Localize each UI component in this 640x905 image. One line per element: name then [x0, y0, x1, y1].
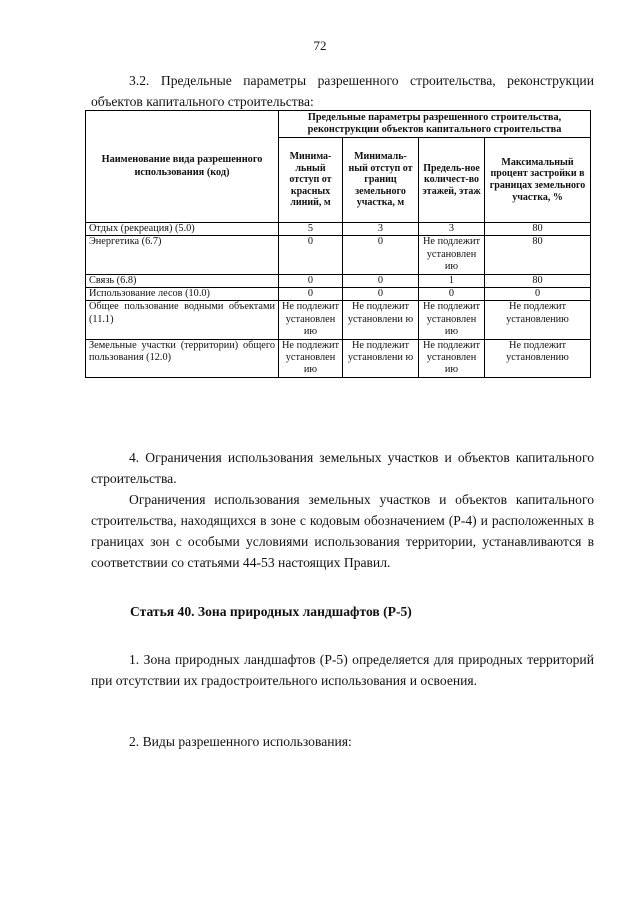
cell-value: Не подлежит установлен ию — [419, 236, 485, 274]
row-name: Земельные участки (территории) общего пользования (12.0) — [86, 339, 279, 377]
cell-value: 0 — [419, 288, 485, 301]
parameters-table — [85, 110, 591, 378]
col-header-boundary: Минималь-ный отступ от границ земельного участка, м — [343, 138, 419, 223]
cell-value: 0 — [279, 236, 343, 274]
table-row — [86, 236, 591, 274]
cell-value: 1 — [419, 274, 485, 287]
cell-value: Не подлежит установлен ию — [419, 339, 485, 377]
col-header-red-lines: Минима-льный отступ от красных линий, м — [279, 138, 343, 223]
table-row — [86, 223, 591, 236]
article-paragraph-2: 2. Виды разрешенного использования: — [129, 734, 352, 749]
cell-value: 0 — [343, 274, 419, 287]
cell-value: Не подлежит установлени ю — [343, 339, 419, 377]
intro-paragraph: 3.2. Предельные параметры разрешенного строительства, реконструкции объектов капитального строительства: — [91, 73, 594, 109]
table-row — [86, 301, 591, 339]
col-header-floors: Предель-ное количест-во этажей, этаж — [419, 138, 485, 223]
row-name: Энергетика (6.7) — [86, 236, 279, 274]
row-name: Общее пользование водными объектами (11.1) — [86, 301, 279, 339]
row-name: Использование лесов (10.0) — [86, 288, 279, 301]
cell-value: 3 — [419, 223, 485, 236]
col-header-coverage: Максимальный процент застройки в границах земельного участка, % — [485, 138, 591, 223]
section-4-title: 4. Ограничения использования земельных участков и объектов капитального строительства. — [91, 450, 594, 486]
table-row — [86, 339, 591, 377]
cell-value: 0 — [279, 288, 343, 301]
cell-value: 5 — [279, 223, 343, 236]
cell-value: Не подлежит установлен ию — [279, 301, 343, 339]
cell-value: Не подлежит установлению — [485, 339, 591, 377]
row-name: Отдых (рекреация) (5.0) — [86, 223, 279, 236]
cell-value: 0 — [343, 288, 419, 301]
article-paragraph-1: 1. Зона природных ландшафтов (Р-5) определяется для природных территорий при отсутствии их градостроительного использования и освоения. — [91, 652, 594, 688]
col-header-name: Наименование вида разрешенного использования (код) — [86, 111, 279, 223]
cell-value: 80 — [485, 236, 591, 274]
cell-value: 3 — [343, 223, 419, 236]
cell-value: Не подлежит установлен ию — [279, 339, 343, 377]
section-4-body: Ограничения использования земельных участков и объектов капитального строительства, находящихся в зоне с кодовым обозначением (Р-4) и расположенных в границах зон с особыми условиями использования территории, устанавливаются в соответствии со статьями 44-53 настоящих Правил. — [91, 492, 594, 570]
cell-value: 0 — [485, 288, 591, 301]
row-name: Связь (6.8) — [86, 274, 279, 287]
table-row — [86, 274, 591, 287]
table-row — [86, 288, 591, 301]
cell-value: Не подлежит установлению — [485, 301, 591, 339]
cell-value: 0 — [279, 274, 343, 287]
article-heading: Статья 40. Зона природных ландшафтов (Р-5) — [130, 604, 412, 619]
cell-value: Не подлежит установлен ию — [419, 301, 485, 339]
table-header-row-1 — [86, 111, 591, 138]
cell-value: 80 — [485, 274, 591, 287]
col-header-group: Предельные параметры разрешенного строительства, реконструкции объектов капитального строительства — [279, 111, 591, 138]
cell-value: 0 — [343, 236, 419, 274]
cell-value: Не подлежит установлени ю — [343, 301, 419, 339]
cell-value: 80 — [485, 223, 591, 236]
page-number: 72 — [313, 38, 327, 53]
